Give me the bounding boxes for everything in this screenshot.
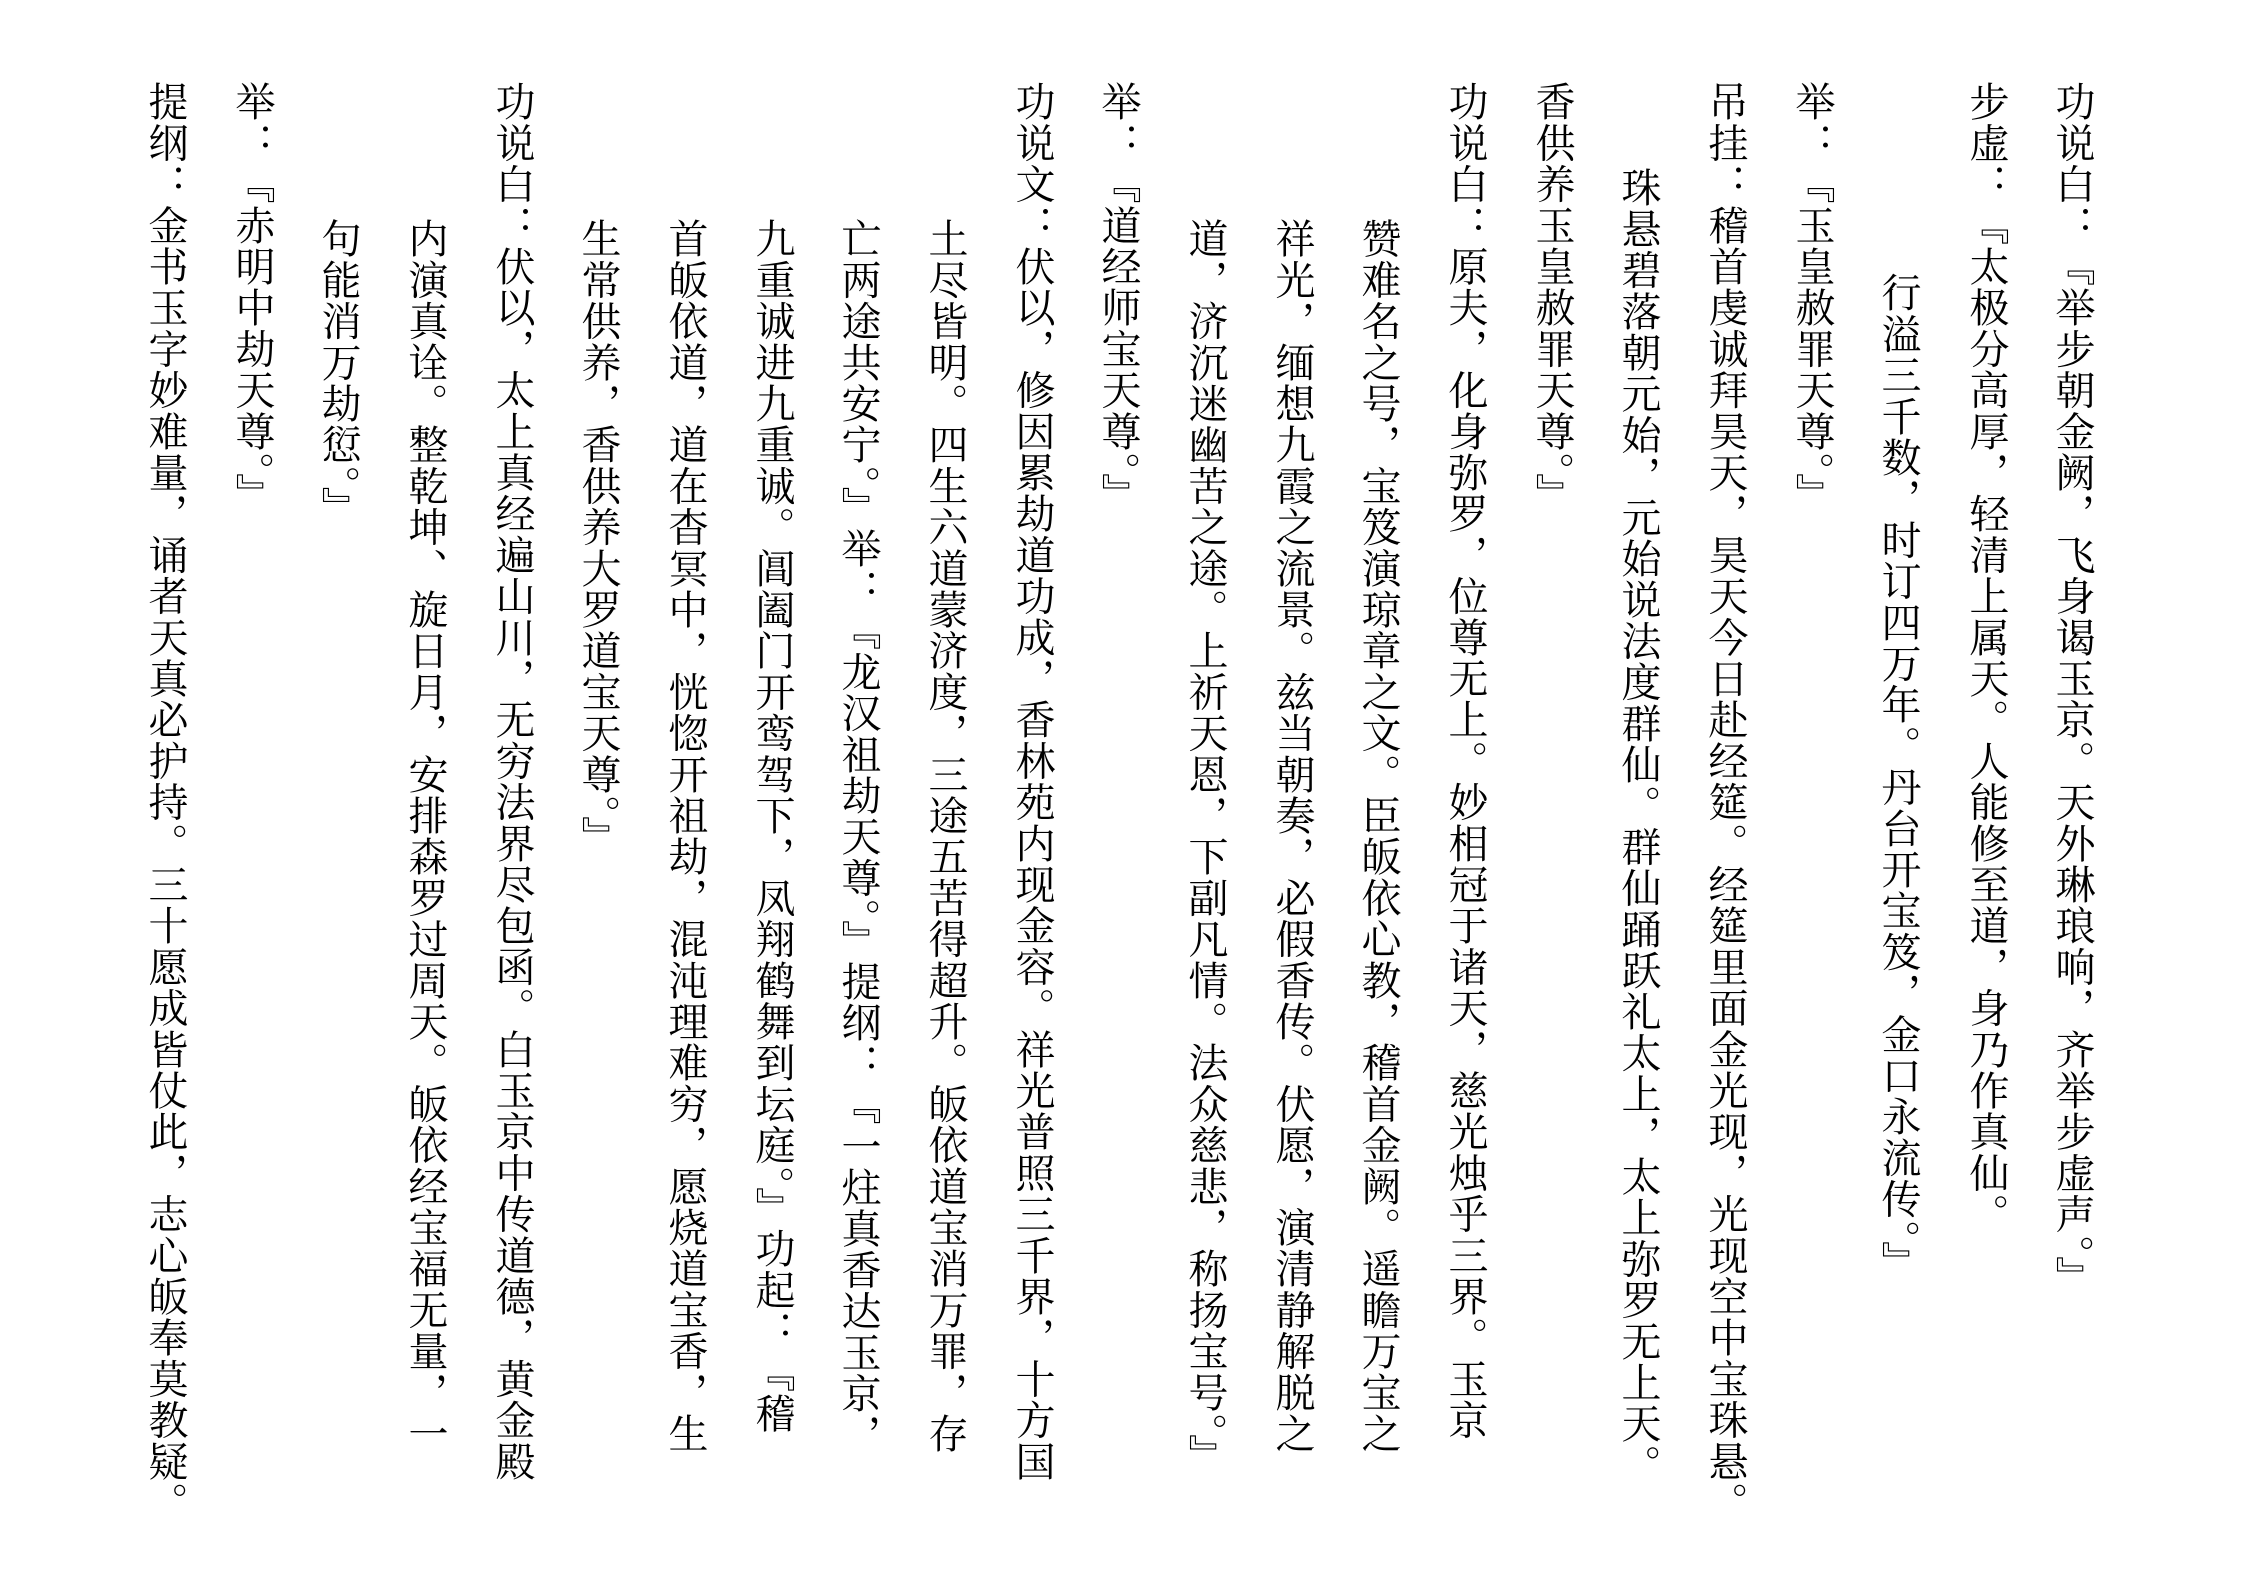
text-column-7: 香供养玉皇赦罪天尊。』 [1529, 81, 1575, 515]
text-column-18: 生常供养，香供养大罗道宝天尊。』 [575, 218, 621, 858]
text-column-15: 亡两途共安宁。』举：『龙汉祖劫天尊。』提纲：『一炷真香达玉京， [835, 218, 881, 1456]
text-column-1: 功说白：『举步朝金阙，飞身谒玉京。天外琳琅响，齐举步虚声。』 [2049, 81, 2095, 1297]
text-column-3: 行溢三千数，时订四万年。丹台开宝笈，金口永流传。』 [1875, 272, 1921, 1282]
text-column-9: 赞难名之号，宝笈演琼章之文。臣皈依心教，稽首金阙。遥瞻万宝之 [1355, 218, 1401, 1454]
text-column-23: 提纲：金书玉字妙难量，诵者天真必护持。三十愿成皆仗此，志心皈奉莫教疑。 [142, 81, 188, 1523]
text-column-17: 首皈依道，道在杳冥中，恍惚开祖劫，混沌理难穷，愿烧道宝香，生 [662, 218, 708, 1454]
text-column-8: 功说白：原夫，化身弥罗，位尊无上。妙相冠于诸天，慈光烛乎三界。玉京 [1442, 81, 1488, 1441]
text-column-5: 吊挂：稽首虔诚拜昊天，昊天今日赴经筵。经筵里面金光现，光现空中宝珠悬。 [1702, 81, 1748, 1523]
text-column-12: 举：『道经师宝天尊。』 [1095, 81, 1141, 515]
text-column-4: 举：『玉皇赦罪天尊。』 [1789, 81, 1835, 515]
text-column-16: 九重诚进九重诚。阊阖门开鸾驾下，凤翔鹤舞到坛庭。』功起：『稽 [749, 218, 795, 1434]
text-column-20: 内演真诠。整乾坤、旋日月，安排森罗过周天。皈依经宝福无量，一 [402, 218, 448, 1454]
text-column-21: 句能消万劫愆。』 [315, 218, 361, 528]
text-column-10: 祥光，缅想九霞之流景。兹当朝奏，必假香传。伏愿，演清静解脱之 [1269, 218, 1315, 1454]
text-column-22: 举：『赤明中劫天尊。』 [229, 81, 275, 515]
text-column-2: 步虚：『太极分高厚，轻清上属天。人能修至道，身乃作真仙。 [1963, 81, 2009, 1235]
text-column-13: 功说文：伏以，修因累劫道功成，香林苑内现金容。祥光普照三千界，十方国 [1009, 81, 1055, 1482]
text-column-14: 土尽皆明。四生六道蒙济度，三途五苦得超升。皈依道宝消万罪，存 [922, 218, 968, 1454]
text-column-19: 功说白：伏以，太上真经遍山川，无穷法界尽包函。白玉京中传道德，黄金殿 [489, 81, 535, 1482]
text-column-6: 珠悬碧落朝元始，元始说法度群仙。群仙踊跃礼太上，太上弥罗无上天。 [1615, 167, 1661, 1486]
text-column-11: 道，济沉迷幽苦之途。上祈天恩，下副凡情。法众慈悲，称扬宝号。』 [1182, 218, 1228, 1476]
